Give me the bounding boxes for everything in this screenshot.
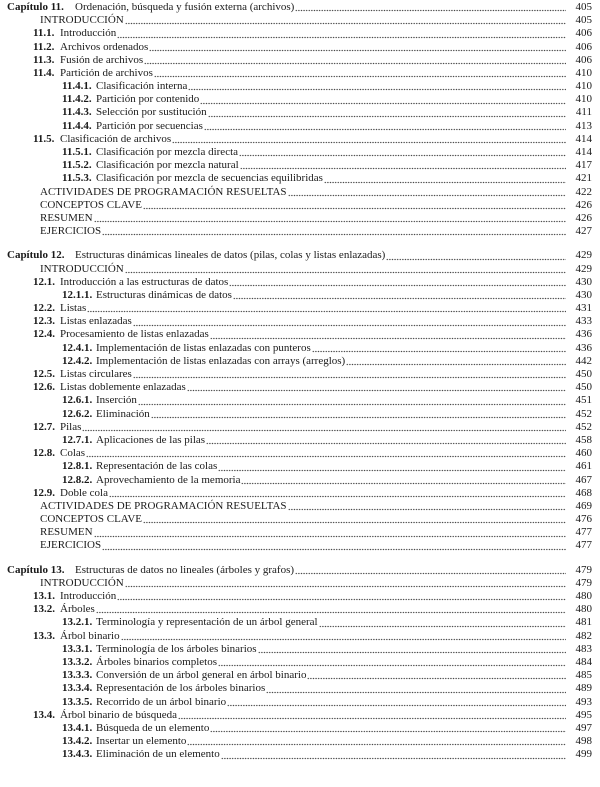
dot-leader [102,228,566,236]
section-title: Aplicaciones de las pilas [96,433,206,446]
dot-leader [221,752,566,760]
dot-leader [143,516,566,524]
section-row[interactable] [0,487,600,500]
dot-leader [117,593,566,601]
page-number: 406 [575,27,592,40]
dot-leader [204,123,566,131]
subsection-row[interactable] [0,669,600,682]
section-row[interactable] [0,381,600,394]
dot-leader [239,149,566,157]
chapter-title: Estructuras de datos no lineales (árboles y grafos) [75,563,295,576]
dot-leader [125,17,566,25]
subsection-row[interactable] [0,342,600,355]
section-number: 11.4. [33,66,55,79]
section-row[interactable] [0,500,600,513]
subsection-row[interactable] [0,159,600,172]
dot-leader [210,332,566,340]
dot-leader [288,189,566,197]
section-number: 13.3.5. [62,695,93,708]
dot-leader [102,543,566,551]
section-title: Archivos ordenados [60,40,149,53]
section-title: Árbol binario [60,629,120,642]
subsection-row[interactable] [0,656,600,669]
page-number: 493 [575,695,592,708]
page-number: 411 [575,106,592,119]
subsection-row[interactable] [0,120,600,133]
dot-leader [96,606,566,614]
section-number: 12.8.1. [62,460,93,473]
section-number: 12.4. [33,328,55,341]
section-number: 12.8. [33,447,55,460]
page-number: 460 [575,447,592,460]
section-title: Procesamiento de listas enlazadas [60,328,209,341]
section-title: RESUMEN [40,526,93,539]
section-row[interactable] [0,67,600,80]
subsection-row[interactable] [0,408,600,421]
section-row[interactable] [0,133,600,146]
dot-leader [121,633,566,641]
page-number: 431 [575,302,592,315]
section-row[interactable] [0,526,600,539]
section-number: 13.3.1. [62,642,93,655]
section-number: 12.4.2. [62,354,93,367]
page-number: 426 [575,198,592,211]
page-number: 451 [575,394,592,407]
section-title: Doble cola [60,486,108,499]
section-title: EJERCICIOS [40,539,102,552]
section-number: 11.3. [33,53,55,66]
dot-leader [117,31,566,39]
section-title: RESUMEN [40,211,93,224]
page-number: 413 [575,119,592,132]
chapter-label: Capítulo 11. [7,0,64,13]
section-number: 11.4.3. [62,106,92,119]
page-number: 414 [575,146,592,159]
dot-leader [307,672,566,680]
dot-leader [218,464,566,472]
chapter-title: Ordenación, búsqueda y fusión externa (archivos) [75,0,295,13]
subsection-row[interactable] [0,722,600,735]
section-number: 11.4.1. [62,80,92,93]
section-title: Partición por contenido [96,93,200,106]
section-number: 13.3. [33,629,55,642]
section-number: 13.2. [33,603,55,616]
section-title: Representación de las colas [96,460,218,473]
section-number: 12.3. [33,315,55,328]
page-number: 433 [575,315,592,328]
page-number: 405 [575,14,592,27]
section-number: 11.5.3. [62,172,92,185]
section-number: 12.6.1. [62,394,93,407]
dot-leader [138,398,566,406]
dot-leader [178,712,566,720]
section-title: Clasificación por mezcla directa [96,146,239,159]
chapter-section [0,1,600,238]
section-title: Listas doblemente enlazadas [60,381,186,394]
page-number: 429 [575,249,592,262]
section-row[interactable] [0,315,600,328]
dot-leader [218,659,566,667]
page-number: 430 [575,288,592,301]
dot-leader [312,345,566,353]
page-number: 479 [575,563,592,576]
section-title: CONCEPTOS CLAVE [40,513,142,526]
section-row[interactable] [0,513,600,526]
section-title: Implementación de listas enlazadas con punteros [96,341,311,354]
page-number: 442 [575,354,592,367]
section-title: Listas enlazadas [60,315,132,328]
section-row[interactable] [0,577,600,590]
section-number: 12.6. [33,381,55,394]
section-number: 11.4.4. [62,119,92,132]
section-title: Árboles binarios completos [96,655,217,668]
section-row[interactable] [0,41,600,54]
page-number: 417 [575,159,592,172]
dot-leader [172,136,566,144]
dot-leader [386,253,566,261]
page-number: 458 [575,433,592,446]
section-title: INTRODUCCIÓN [40,262,124,275]
section-number: 13.3.2. [62,655,93,668]
dot-leader [86,450,566,458]
page-number: 468 [575,486,592,499]
page-number: 406 [575,40,592,53]
section-title: Estructuras dinámicas de datos [96,288,232,301]
section-title: Listas circulares [60,368,132,381]
section-title: Partición de archivos [60,66,153,79]
page-number: 482 [575,629,592,642]
section-row[interactable] [0,421,600,434]
section-number: 11.5.2. [62,159,92,172]
page-number: 426 [575,211,592,224]
page-number: 476 [575,513,592,526]
section-title: Inserción [96,394,137,407]
subsection-row[interactable] [0,616,600,629]
dot-leader [109,490,566,498]
page-number: 410 [575,93,592,106]
page-number: 406 [575,53,592,66]
subsection-row[interactable] [0,643,600,656]
subsection-row[interactable] [0,460,600,473]
page-number: 480 [575,603,592,616]
section-number: 12.9. [33,486,55,499]
section-title: Representación de los árboles binarios [96,682,266,695]
dot-leader [240,162,566,170]
dot-leader [200,97,566,105]
table-of-contents [0,1,600,773]
section-title: Aprovechamiento de la memoria [96,473,241,486]
chapter-label: Capítulo 12. [7,249,65,262]
section-row[interactable] [0,540,600,553]
subsection-row[interactable] [0,93,600,106]
section-number: 11.5.1. [62,146,92,159]
page-number: 422 [575,185,592,198]
section-title: EJERCICIOS [40,225,102,238]
subsection-row[interactable] [0,474,600,487]
section-number: 12.1.1. [62,288,93,301]
dot-leader [210,725,566,733]
section-title: Búsqueda de un elemento [96,721,210,734]
page-number: 450 [575,368,592,381]
section-number: 11.5. [33,132,55,145]
section-number: 11.2. [33,40,55,53]
page-number: 430 [575,275,592,288]
section-title: Listas [60,302,87,315]
section-number: 13.3.3. [62,669,93,682]
section-row[interactable] [0,14,600,27]
section-title: Eliminación de un elemento [96,748,220,761]
subsection-row[interactable] [0,289,600,302]
dot-leader [346,358,566,366]
section-number: 13.1. [33,590,55,603]
section-title: INTRODUCCIÓN [40,14,124,27]
section-row[interactable] [0,212,600,225]
section-number: 13.4.1. [62,721,93,734]
dot-leader [241,477,566,485]
section-row[interactable] [0,199,600,212]
dot-leader [206,437,566,445]
subsection-row[interactable] [0,80,600,93]
page-number: 484 [575,655,592,668]
chapter-heading-row[interactable] [0,249,600,262]
subsection-row[interactable] [0,172,600,185]
section-title: Implementación de listas enlazadas con arrays (arreglos) [96,354,346,367]
section-row[interactable] [0,276,600,289]
page-number: 452 [575,407,592,420]
page-number: 461 [575,460,592,473]
dot-leader [125,580,566,588]
dot-leader [143,202,566,210]
page-number: 477 [575,539,592,552]
section-number: 12.5. [33,368,55,381]
subsection-row[interactable] [0,146,600,159]
chapter-label: Capítulo 13. [7,563,65,576]
dot-leader [233,292,566,300]
section-title: Clasificación de archivos [60,132,172,145]
dot-leader [295,567,566,575]
subsection-row[interactable] [0,696,600,709]
section-number: 11.1. [33,27,55,40]
chapter-section [0,564,600,762]
page-number: 429 [575,262,592,275]
section-number: 12.7.1. [62,433,93,446]
section-title: Recorrido de un árbol binario [96,695,227,708]
chapter-section [0,249,600,552]
page-number: 479 [575,576,592,589]
page-number: 483 [575,642,592,655]
section-row[interactable] [0,329,600,342]
section-title: Clasificación por mezcla natural [96,159,239,172]
section-row[interactable] [0,709,600,722]
section-title: Introducción [60,590,117,603]
dot-leader [258,646,566,654]
dot-leader [288,503,566,511]
section-row[interactable] [0,263,600,276]
page-number: 477 [575,526,592,539]
page-number: 467 [575,473,592,486]
subsection-row[interactable] [0,394,600,407]
section-title: Terminología y representación de un árbol general [96,616,318,629]
section-title: Terminología de los árboles binarios [96,642,257,655]
section-row[interactable] [0,186,600,199]
section-title: INTRODUCCIÓN [40,576,124,589]
dot-leader [266,686,566,694]
page-number: 480 [575,590,592,603]
section-number: 13.4.3. [62,748,93,761]
dot-leader [187,384,566,392]
section-row[interactable] [0,302,600,315]
section-number: 12.4.1. [62,341,93,354]
section-title: Árboles [60,603,95,616]
dot-leader [154,70,566,78]
dot-leader [151,411,566,419]
chapter-heading-row[interactable] [0,564,600,577]
section-row[interactable] [0,630,600,643]
section-number: 11.4.2. [62,93,92,106]
dot-leader [82,424,566,432]
dot-leader [208,110,566,118]
page-number: 481 [575,616,592,629]
dot-leader [94,530,566,538]
section-title: Introducción [60,27,117,40]
page-number: 495 [575,708,592,721]
section-title: Fusión de archivos [60,53,144,66]
dot-leader [133,371,566,379]
page-number: 497 [575,721,592,734]
section-title: CONCEPTOS CLAVE [40,198,142,211]
dot-leader [133,319,566,327]
section-row[interactable] [0,590,600,603]
subsection-row[interactable] [0,107,600,120]
section-number: 13.4.2. [62,735,93,748]
section-number: 12.6.2. [62,407,93,420]
dot-leader [319,620,566,628]
page-number: 436 [575,341,592,354]
section-title: Conversión de un árbol general en árbol binario [96,669,307,682]
section-number: 12.1. [33,275,55,288]
dot-leader [87,305,566,313]
section-number: 13.4. [33,708,55,721]
dot-leader [94,215,566,223]
subsection-row[interactable] [0,682,600,695]
dot-leader [229,279,566,287]
page-number: 427 [575,225,592,238]
section-title: Clasificación interna [96,80,188,93]
section-row[interactable] [0,603,600,616]
chapter-heading-row[interactable] [0,1,600,14]
subsection-row[interactable] [0,735,600,748]
section-number: 12.7. [33,420,55,433]
section-title: Selección por sustitución [96,106,207,119]
page-number: 489 [575,682,592,695]
page-number: 485 [575,669,592,682]
section-number: 13.2.1. [62,616,93,629]
section-title: Eliminación [96,407,150,420]
page-number: 436 [575,328,592,341]
page-number: 405 [575,0,592,13]
subsection-row[interactable] [0,434,600,447]
section-title: Pilas [60,420,82,433]
section-title: Colas [60,447,86,460]
section-number: 13.3.4. [62,682,93,695]
section-row[interactable] [0,27,600,40]
dot-leader [187,738,566,746]
chapter-title: Estructuras dinámicas lineales de datos (pilas, colas y listas enlazadas) [75,249,386,262]
dot-leader [295,4,566,12]
dot-leader [324,176,566,184]
page-number: 499 [575,748,592,761]
section-title: Introducción a las estructuras de datos [60,275,229,288]
section-row[interactable] [0,368,600,381]
dot-leader [125,266,566,274]
section-title: Árbol binario de búsqueda [60,708,177,721]
section-title: Insertar un elemento [96,735,187,748]
page-number: 450 [575,381,592,394]
section-number: 12.2. [33,302,55,315]
page-number: 469 [575,499,592,512]
dot-leader [144,57,566,65]
section-row[interactable] [0,225,600,238]
section-row[interactable] [0,447,600,460]
subsection-row[interactable] [0,355,600,368]
section-row[interactable] [0,54,600,67]
dot-leader [227,699,566,707]
page-number: 410 [575,80,592,93]
dot-leader [188,83,566,91]
section-title: ACTIVIDADES DE PROGRAMACIÓN RESUELTAS [40,185,287,198]
page-number: 452 [575,420,592,433]
page-number: 421 [575,172,592,185]
dot-leader [149,44,566,52]
page-number: 498 [575,735,592,748]
section-title: Clasificación por mezcla de secuencias equilibridas [96,172,323,185]
page-number: 414 [575,132,592,145]
section-number: 12.8.2. [62,473,93,486]
subsection-row[interactable] [0,748,600,761]
section-title: Partición por secuencias [96,119,203,132]
page-number: 410 [575,66,592,79]
section-title: ACTIVIDADES DE PROGRAMACIÓN RESUELTAS [40,499,287,512]
